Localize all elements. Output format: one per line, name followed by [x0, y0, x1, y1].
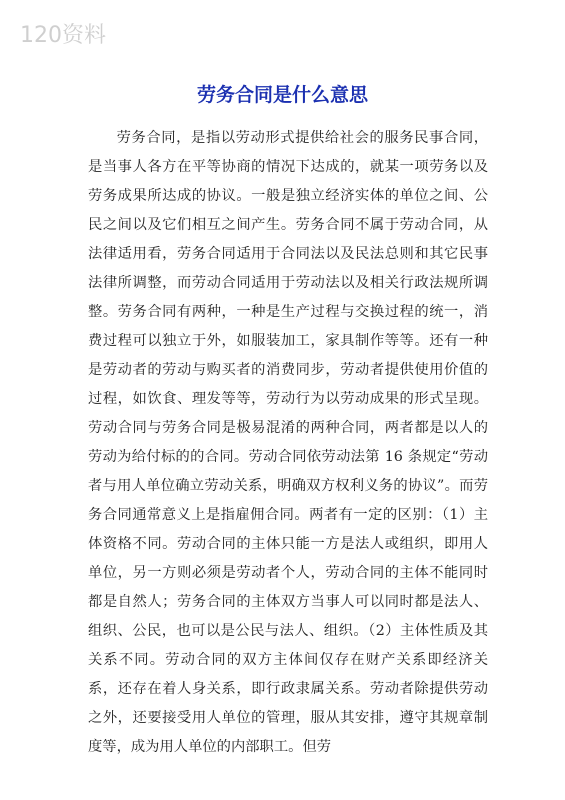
- body-paragraph: 劳务合同，是指以劳动形式提供给社会的服务民事合同，是当事人各方在平等协商的情况下达成的，就某一项劳务以及劳务成果所达成的协议。一般是独立经济实体的单位之间、公民之间以及它们相互之间产生。劳务合同不属于劳动合同，从法律适用看，劳务合同适用于合同法以及民法总则和其它民事法律所调整，而劳动合同适用于劳动法以及相关行政法规所调整。劳务合同有两种，一种是生产过程与交换过程的统一，消费过程可以独立于外，如服装加工，家具制作等等。还有一种是劳动者的劳动与购买者的消费同步，劳动者提供使用价值的过程，如饮食、理发等等，劳动行为以劳动成果的形式呈现。劳动合同与劳务合同是极易混淆的两种合同，两者都是以人的劳动为给付标的的合同。劳动合同依劳动法第 16 条规定“劳动者与用人单位确立劳动关系，明确双方权利义务的协议”。而劳务合同通常意义上是指雇佣合同。两者有一定的区别：（1）主体资格不同。劳动合同的主体只能一方是法人或组织，即用人单位，另一方则必须是劳动者个人，劳动合同的主体不能同时都是自然人；劳务合同的主体双方当事人可以同时都是法人、组织、公民，也可以是公民与法人、组织。（2）主体性质及其关系不同。劳动合同的双方主体间仅存在财产关系即经济关系，还存在着人身关系，即行政隶属关系。劳动者除提供劳动之外，还要接受用人单位的管理，服从其安排，遵守其规章制度等，成为用人单位的内部职工。但劳: [88, 130, 488, 755]
- page-title: 劳务合同是什么意思: [196, 84, 368, 106]
- watermark-logo: 120资料: [20, 23, 106, 48]
